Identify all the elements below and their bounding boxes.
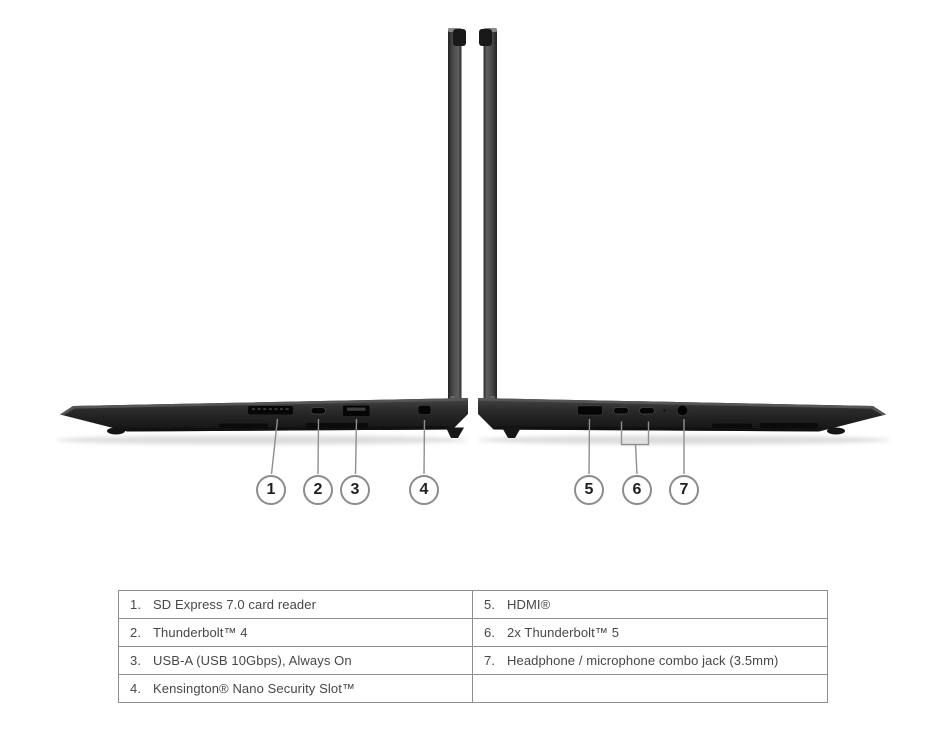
- legend-row-3: [119, 647, 827, 675]
- legend-row-2: [119, 619, 827, 647]
- callout-4: [409, 475, 439, 505]
- legend-label-5: HDMI®: [507, 597, 551, 612]
- usb-a-port: [343, 406, 370, 417]
- right-front-foot: [827, 428, 845, 435]
- legend-cell-empty: [473, 675, 827, 702]
- leader-line-3: [356, 419, 357, 474]
- legend-cell-3: [119, 647, 473, 674]
- audio-jack: [677, 405, 688, 416]
- left-screen-edge: [448, 30, 462, 404]
- legend-label-6: 2x Thunderbolt™ 5: [507, 625, 620, 640]
- hdmi-port: [578, 406, 603, 415]
- left-laptop-shadow: [56, 436, 468, 445]
- legend-num-4: 4.: [130, 681, 142, 696]
- legend-cell-5: [473, 591, 827, 618]
- callout-2: [303, 475, 333, 505]
- right-camera-notch-icon: [479, 29, 492, 46]
- legend-num-1: 1.: [130, 597, 142, 612]
- legend-cell-6: [473, 619, 827, 646]
- callout-6-number: 6: [632, 481, 642, 498]
- legend-cell-7: [473, 647, 827, 674]
- left-vent-2: [306, 423, 368, 428]
- kensington-slot: [418, 406, 431, 415]
- right-vent-2: [760, 423, 818, 428]
- callout-5-number: 5: [584, 481, 594, 498]
- left-front-foot: [107, 428, 125, 435]
- leader-line-4: [424, 420, 425, 474]
- callout-4-number: 4: [419, 481, 429, 498]
- left-rear-foot: [446, 428, 464, 439]
- callout-7: [669, 475, 699, 505]
- legend-label-7: Headphone / microphone combo jack (3.5mm): [507, 653, 779, 668]
- legend-label-2: Thunderbolt™ 4: [153, 625, 248, 640]
- callout-1-number: 1: [266, 481, 276, 498]
- leader-line-6: [636, 445, 638, 475]
- legend-cell-4: [119, 675, 473, 702]
- legend-label-1: SD Express 7.0 card reader: [153, 597, 317, 612]
- legend-label-3: USB-A (USB 10Gbps), Always On: [153, 653, 352, 668]
- callout-3: [340, 475, 370, 505]
- legend-row-1: [119, 591, 827, 619]
- callout-3-number: 3: [350, 481, 360, 498]
- right-laptop-view: [478, 28, 886, 438]
- leader-line-5: [589, 419, 590, 474]
- legend-cell-2: [119, 619, 473, 646]
- thunderbolt5-port-2: [640, 408, 655, 415]
- sd-card-slot: [248, 406, 293, 415]
- legend-num-7: 7.: [484, 653, 496, 668]
- legend-num-6: 6.: [484, 625, 496, 640]
- left-laptop-view: [60, 28, 468, 438]
- thunderbolt5-port-1: [614, 408, 629, 415]
- legend-num-3: 3.: [130, 653, 142, 668]
- right-rear-foot: [502, 428, 521, 439]
- callout-2-number: 2: [313, 481, 323, 498]
- leader-line-2: [318, 419, 319, 474]
- thunderbolt4-port: [311, 408, 326, 415]
- callout-1: [256, 475, 286, 505]
- legend-num-5: 5.: [484, 597, 496, 612]
- legend-cell-1: [119, 591, 473, 618]
- right-vent: [712, 424, 752, 429]
- callout-5: [574, 475, 604, 505]
- left-camera-notch-icon: [453, 29, 466, 46]
- callout-6: [622, 475, 652, 505]
- legend-label-4: Kensington® Nano Security Slot™: [153, 681, 356, 696]
- left-vent: [219, 424, 268, 429]
- mic-led-dot: [663, 409, 666, 412]
- legend-row-4: [119, 675, 827, 702]
- callout-7-number: 7: [679, 481, 689, 498]
- legend-table: [118, 590, 828, 703]
- legend-num-2: 2.: [130, 625, 142, 640]
- right-screen-edge: [484, 30, 498, 404]
